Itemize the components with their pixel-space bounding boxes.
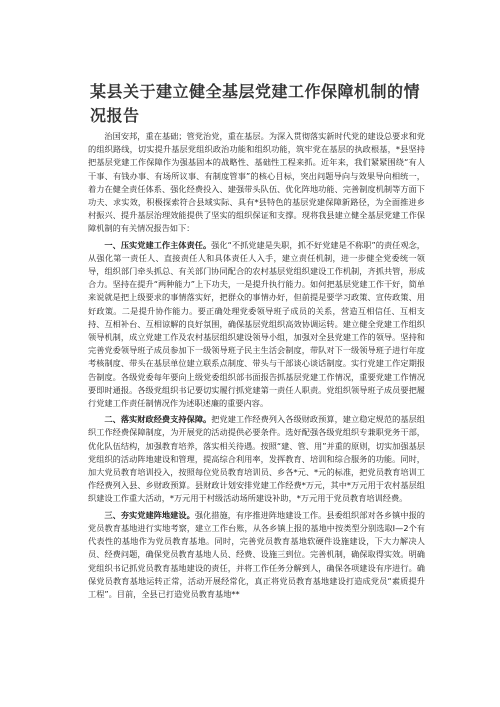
intro-paragraph (88, 130, 425, 236)
section-paragraph-1 (88, 239, 425, 411)
paragraph-text: 治国安邦，重在基础；管党治党，重在基层。为深入贯彻落实新时代党的建设总要求和党的组织路线，切实提升基层党组织政治功能和组织功能，筑牢党在基层的执政根基，*县坚持把基层党建工作保障作为强基固本的战略性、基础性工程来抓。近年来，我们紧紧围绕“有人干事、有钱办事、有场所议事、有制度管事”的核心目标，突出问题导向与效果导向相统一，着力在健全责任体系、强化经费投入、建强带头队伍、优化阵地功能、完善制度机制等方面下功夫、求实效，积极探索符合县域实际、具有*县特色的基层党建保障新路径，为全面推进乡村振兴、提升基层治理效能提供了坚实的组织保证和支撑。现将我县建立健全基层党建工作保障机制的有关情况报告如下： (88, 131, 425, 234)
section-heading-3: 三、夯实党建阵地建设。 (104, 509, 195, 520)
section-text-3: 强化措施，有序推进阵地建设工作。县委组织部对各乡镇中报的党员教育基地进行实地考察，建立工作台账，从各乡镇上报的基地中按类型分别选取Ⅰ—2个有代表性的基地作为党员教育基地。同时，完善党员教育基地软硬件设施建设，下大力解决人员、经费问题，确保党员教育基地人员、经费、设施三到位。完善机制，确保取得实效。明确党组织书记抓党员教育基地建设的责任，并将工作任务分解到人，确保各项建设有序进行。确保党员教育基地运转正常，活动开展经常化，真正将党员教育基地建设打造成党员“素质提升工程”。目前，全县已打造党员教育基地** (88, 509, 425, 599)
document-title: 某县关于建立健全基层党建工作保障机制的情况报告 (90, 82, 421, 125)
section-heading-1: 一、压实党建工作主体责任。 (104, 239, 212, 250)
section-text-1: 强化“不抓党建是失职，抓不好党建是不称职”的责任观念，从强化第一责任人、直接责任人和具体责任人入手，建立责任机制，进一步健全党委统一领导，组织部门牵头抓总、有关部门协同配合的农村基层党组织建设工作机制，齐抓共管，形成合力。坚持在提升“两种能力”上下功夫，一是提升执行能力。如何把基层党建工作干好，简单来说就是把上级要求的事情落实好，把群众的事情办好，但前提是要学习政策、宣传政策、用好政策。二是提升协作能力。要正确处理党委领导班子成员的关系，营造互相信任、互相支持、互相补台、互相谅解的良好氛围，确保基层党组织高效协调运转。建立健全党建工作组织领导机制，成立党建工作及农村基层组织建设领导小组，加强对全县党建工作的领导。坚持和完善党委领导班子成员参加下一级领导班子民主生活会制度，带队对下一级领导班子进行年度考核制度、带头在基层单位建立联系点制度、带头与干部谈心谈话制度。实行党建工作定期报告制度。各级党委每年要向上级党委组织部书面报告抓基层党建工作情况，重要党建工作情况要即时通报。各级党组织书记要切实履行抓党建第一责任人职责。党组织领导班子成员要把履行党建工作责任制情况作为述职述廉的重要内容。 (88, 239, 425, 409)
section-text-2: 把党建工作经费列入各级财政预算，建立稳定规范的基层组织工作经费保障制度，为开展党的活动提供必要条件。选好配强各级党组织专兼职党务干部，优化队伍结构，加强教育培养，落实相关待遇。按照“建、管、用”并重的原则，切实加强基层党组织的活动阵地建设和管理，提高综合利用率，发挥教育、培训和综合服务的功能。同时，加大党员教育培训投入，按照每位党员教育培训员、乡各*元、*元的标准，把党员教育培训工作经费列入县、乡财政预算。县财政计划安排党建工作经费*万元，其中*万元用于农村基层组织建设工作重大活动，*万元用于村级活动场所建设补助，*万元用于党员教育培训经费。 (88, 414, 425, 504)
document-body (88, 130, 425, 604)
section-paragraph-2 (88, 413, 425, 505)
section-heading-2: 二、落实财政经费支持保障。 (104, 414, 212, 425)
section-paragraph-3 (88, 509, 425, 601)
